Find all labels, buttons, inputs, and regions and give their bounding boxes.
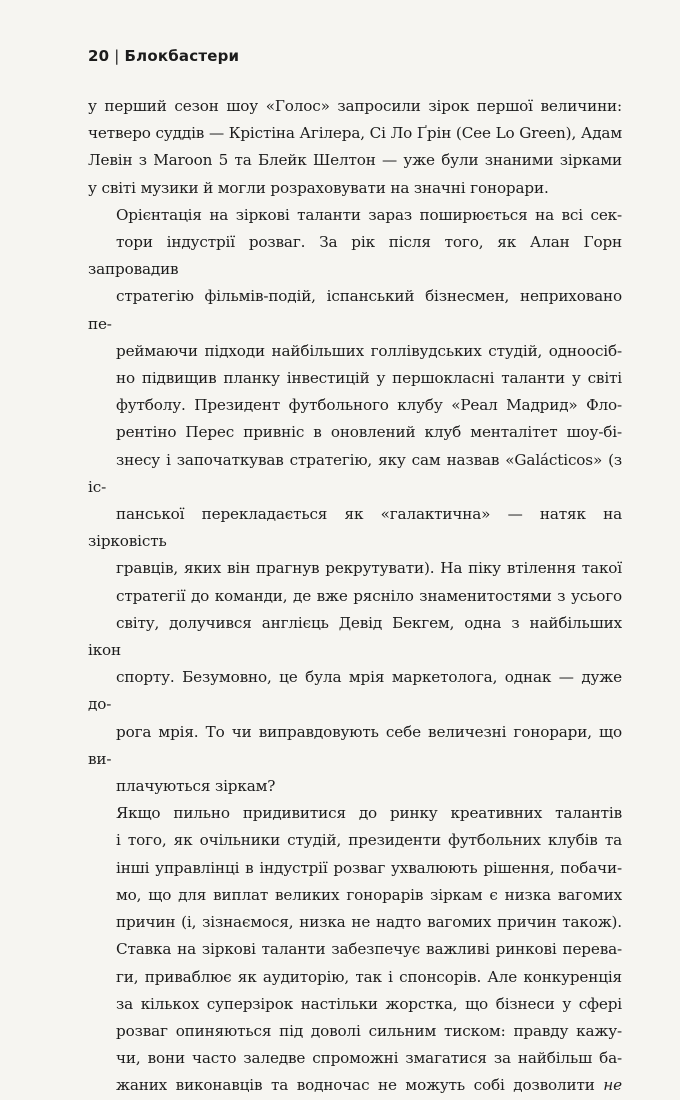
text-line: футболу. Президент футбольного клубу «Реал Мадрид» Фло- (116, 396, 622, 415)
text-line: жаних виконавців та водночас не можуть собі дозволити не (116, 1076, 622, 1095)
text-line: стратегії до команди, де вже рясніло знаменитостями з усього (116, 586, 622, 605)
text-line: рентіно Перес привніс в оновлений клуб менталітет шоу-бі- (116, 423, 622, 442)
text-line: реймаючи підходи найбільших голлівудських студій, одноосіб- (116, 341, 622, 360)
text-line: тори індустрії розваг. За рік після того, як Алан Горн запровадив (88, 233, 622, 279)
paragraph-1 (88, 93, 622, 202)
running-header (88, 47, 239, 65)
paragraph-3 (88, 800, 622, 1099)
body-text (88, 93, 622, 1100)
text-line: четверо суддів — Крістіна Агілера, Сі Ло Ґрін (Cee Lo Green), Адам (88, 124, 622, 143)
text-line: причин (і, зізнаємося, низка не надто вагомих причин також). (116, 913, 622, 932)
text-line: Ставка на зіркові таланти забезпечує важливі ринкові перева- (116, 940, 622, 959)
text-line: Левін з Maroon 5 та Блейк Шелтон — уже були знаними зірками (88, 151, 622, 170)
text-line: но підвищив планку інвестицій у першокласні таланти у світі (116, 369, 622, 388)
page-number: 20 (88, 47, 110, 65)
text-line: стратегію фільмів-подій, іспанський бізнесмен, неприховано пе- (88, 287, 622, 333)
text-line: у світі музики й могли розраховувати на значні гонорари. (88, 178, 549, 197)
text-line: Якщо пильно придивитися до ринку креативних талантів (116, 804, 622, 823)
emphasis-text: не (603, 1076, 622, 1095)
text-line: гравців, яких він прагнув рекрутувати). На піку втілення такої (116, 559, 622, 578)
text-line: світу, долучився англієць Девід Бекгем, одна з найбільших ікон (88, 613, 622, 660)
text-line: спорту. Безумовно, це була мрія маркетолога, однак — дуже до- (88, 668, 622, 714)
text-line: мо, що для виплат великих гонорарів зіркам є низка вагомих (116, 885, 622, 904)
text-line: інші управлінці в індустрії розваг ухвалюють рішення, побачи- (116, 858, 622, 877)
header-separator: | (114, 47, 120, 65)
paragraph-2 (88, 202, 622, 800)
text-line: ги, приваблює як аудиторію, так і спонсорів. Але конкуренція (116, 967, 622, 986)
section-title: Блокбастери (124, 47, 240, 65)
text-line: і того, як очільники студій, президенти футбольних клубів та (116, 831, 622, 850)
text-line: знесу і започаткував стратегію, яку сам назвав «Galácticos» (з іс- (88, 450, 622, 496)
text-line: за кількох суперзірок настільки жорстка, що бізнеси у сфері (116, 994, 622, 1013)
text-line: панської перекладається як «галактична» — натяк на зірковість (88, 505, 622, 551)
text-line: у перший сезон шоу «Голос» запросили зірок першої величини: (88, 97, 622, 115)
text-line: рога мрія. То чи виправдовують себе величезні гонорари, що ви- (88, 722, 622, 768)
text-line: розваг опиняються під доволі сильним тиском: правду кажу- (116, 1021, 622, 1040)
text-line: плачуються зіркам? (116, 777, 276, 796)
text-line: чи, вони часто заледве спроможні змагатися за найбільш ба- (116, 1049, 622, 1068)
text-line: Орієнтація на зіркові таланти зараз поширюється на всі сек- (116, 205, 622, 224)
